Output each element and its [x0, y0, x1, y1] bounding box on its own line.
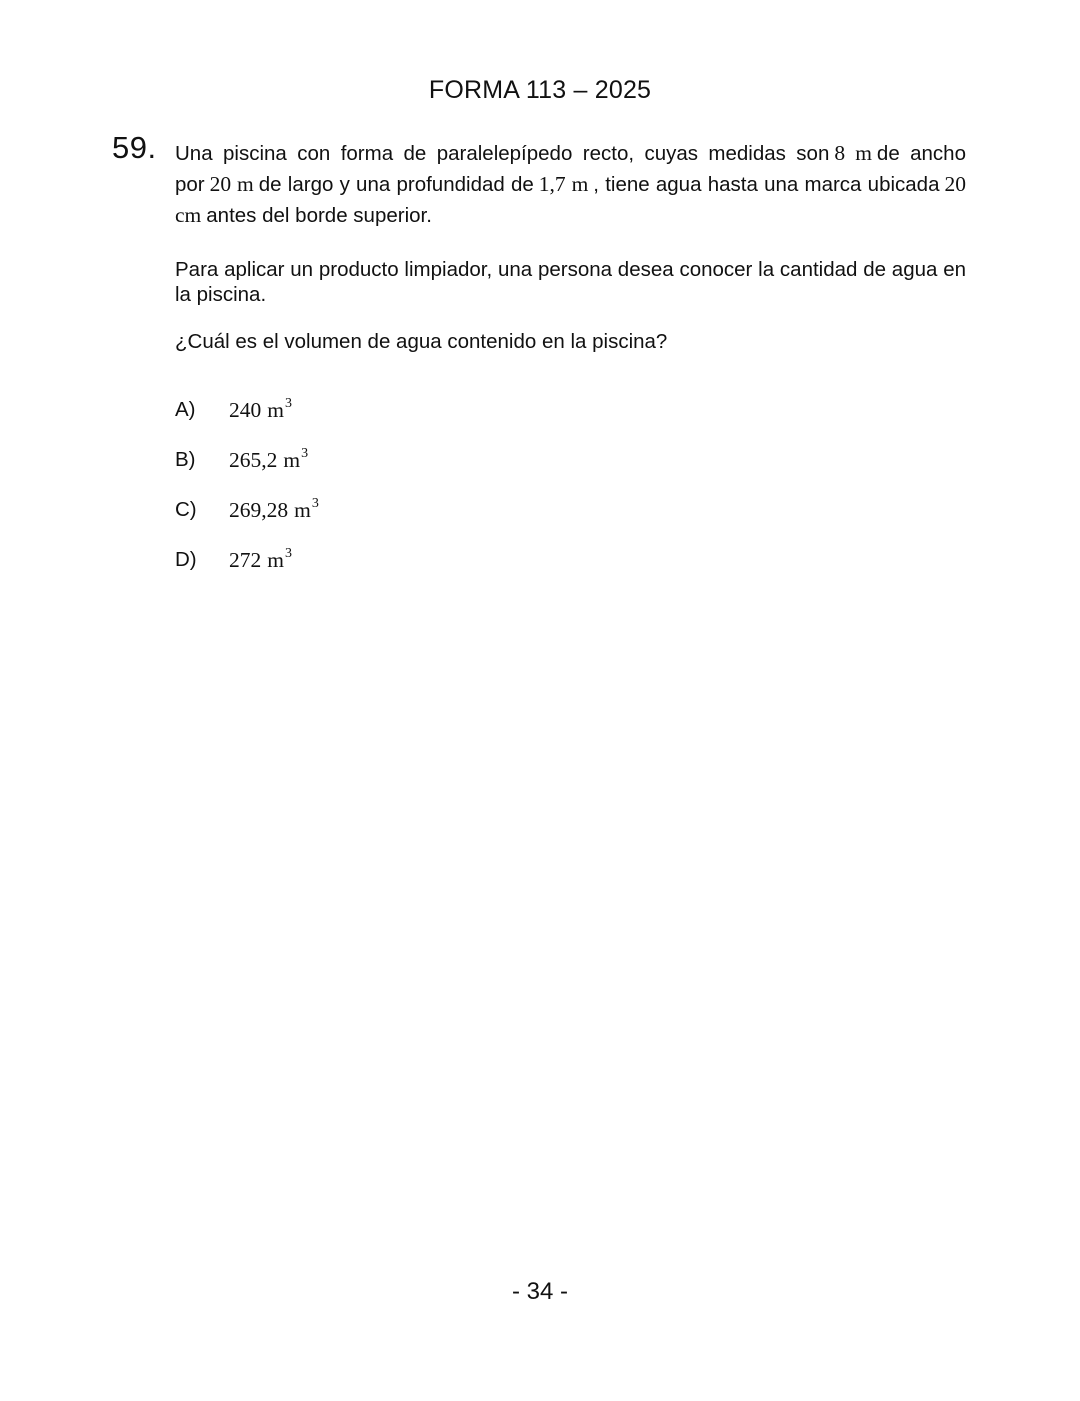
question-number: 59.: [112, 130, 157, 165]
depth-measure: 1,7 m: [538, 172, 589, 196]
option-value: 240 $m^3$: [229, 396, 292, 422]
statement-text-3: de largo y una profundidad de: [258, 173, 534, 196]
option-letter: D): [175, 548, 197, 571]
statement-text-5: antes del borde superior.: [206, 204, 432, 227]
statement-text-4: , tiene agua hasta una marca ubicada: [593, 173, 940, 196]
option-value: 272 $m^3$: [229, 546, 292, 572]
option-value: 265,2 $m^3$: [229, 446, 309, 472]
option-letter: B): [175, 448, 196, 471]
statement-text-2: de ancho por: [175, 142, 966, 196]
statement-text-1: Una piscina con forma de paralelepípedo recto, cuyas medidas son: [175, 142, 830, 165]
mark-measure: 20 cm: [175, 172, 966, 227]
page-number: - 34 -: [511, 1278, 568, 1305]
option-letter: C): [175, 498, 197, 521]
question-context: Para aplicar un producto limpiador, una persona desea conocer la cantidad de agua en la piscina.: [175, 258, 966, 306]
question-prompt: ¿Cuál es el volumen de agua contenido en la piscina?: [175, 330, 668, 353]
length-measure: 20 m: [209, 172, 254, 196]
option-value: 269,28 $m^3$: [229, 496, 319, 522]
option-letter: A): [175, 398, 196, 421]
question-statement: [175, 138, 966, 231]
page-header: FORMA 113 – 2025: [428, 76, 652, 104]
width-measure: 8 m: [834, 141, 872, 165]
